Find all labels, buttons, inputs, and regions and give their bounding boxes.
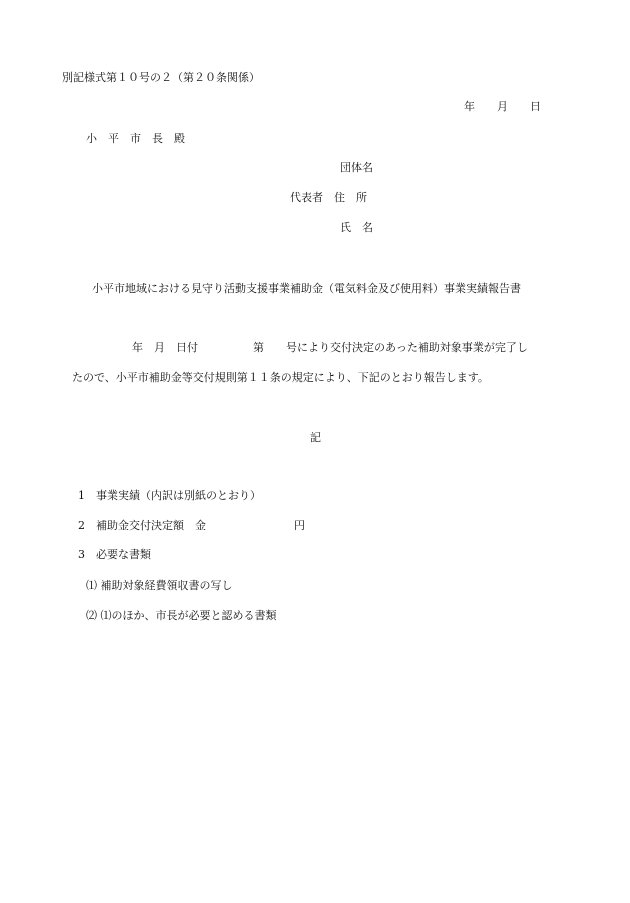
document-title: 小平市地域における見守り活動支援事業補助金（電気料金及び使用料）事業実績報告書 [92,282,521,295]
sub-item-other-documents: ⑵ ⑴のほか、市長が必要と認める書類 [86,609,277,622]
org-name-label: 団体名 [340,161,373,174]
addressee: 小 平 市 長 殿 [86,132,185,145]
list-item-business-results: 1 事業実績（内訳は別紙のとおり） [78,489,261,502]
representative-name-label: 氏 名 [340,221,373,234]
body-text-line-2: たので、小平市補助金等交付規則第１１条の規定により、下記のとおり報告します。 [72,371,489,384]
form-number: 別記様式第１０号の２（第２０条関係） [62,71,260,84]
list-item-required-documents: 3 必要な書類 [78,548,151,561]
ki-heading: 記 [310,431,321,444]
representative-address-label: 代表者 住 所 [290,191,367,204]
list-item-subsidy-amount: 2 補助金交付決定額 金 円 [78,519,305,532]
date-line: 年 月 日 [464,100,541,113]
body-text-line-1: 年 月 日付 第 号により交付決定のあった補助対象事業が完了し [132,341,528,354]
sub-item-receipt-copy: ⑴ 補助対象経費領収書の写し [86,579,233,592]
